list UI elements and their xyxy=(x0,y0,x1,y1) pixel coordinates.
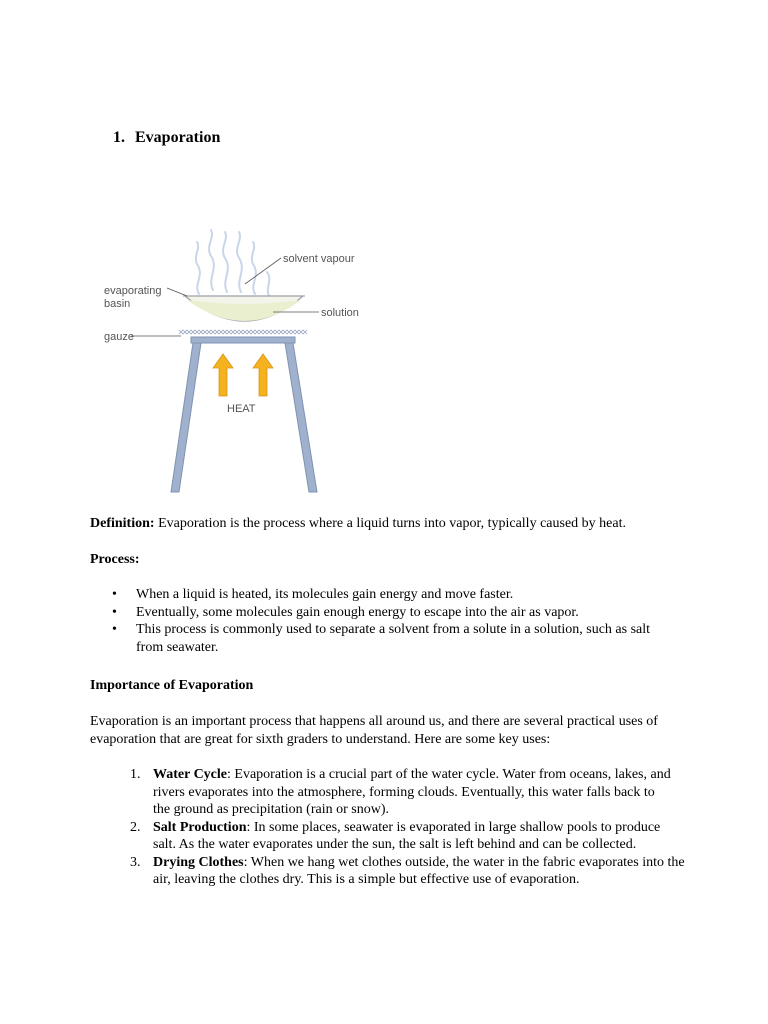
definition-label: Definition: xyxy=(90,516,155,531)
section-heading xyxy=(113,129,220,147)
use-text: : When we hang wet clothes outside, the water in the fabric evaporates into the air, leaving the clothes dry. This is a simple but effective use of evaporation. xyxy=(153,854,685,887)
label-heat: HEAT xyxy=(227,403,256,415)
definition-text: Evaporation is the process where a liquid turns into vapor, typically caused by heat. xyxy=(154,516,626,531)
bullet-icon: • xyxy=(112,587,117,602)
importance-intro: Evaporation is an important process that happens all around us, and there are several practical uses of evaporation that are great for sixth graders to understand. Here are some key uses: xyxy=(90,714,658,747)
list-item-text: When a liquid is heated, its molecules gain energy and move faster. xyxy=(136,587,514,602)
list-item xyxy=(90,854,688,889)
use-text: : In some places, seawater is evaporated in large shallow pools to produce salt. As the water evaporates under the sun, the salt is left behind and can be collected. xyxy=(153,819,661,852)
list-item xyxy=(90,604,680,622)
process-list xyxy=(90,586,680,656)
definition-paragraph xyxy=(90,515,680,533)
gauze xyxy=(179,330,307,334)
label-solvent-vapour: solvent vapour xyxy=(283,253,355,265)
bullet-icon: • xyxy=(112,604,117,620)
section-title: Evaporation xyxy=(135,129,221,146)
label-evaporating: evaporating xyxy=(104,285,162,297)
use-title: Drying Clothes xyxy=(153,854,244,870)
list-number: 3. xyxy=(130,854,141,870)
list-item xyxy=(90,586,680,604)
vapour-wisps xyxy=(196,230,269,296)
importance-heading: Importance of Evaporation xyxy=(90,678,254,693)
list-item xyxy=(90,819,675,854)
label-basin: basin xyxy=(104,298,131,310)
list-item xyxy=(90,621,651,656)
list-number: 2. xyxy=(130,819,141,835)
list-number: 1. xyxy=(130,767,141,782)
uses-list xyxy=(90,766,690,889)
list-item xyxy=(90,766,675,819)
label-solution: solution xyxy=(321,307,359,319)
label-gauze: gauze xyxy=(104,331,134,343)
bullet-icon: • xyxy=(112,622,117,637)
use-title: Salt Production xyxy=(153,819,247,835)
list-item-text: Eventually, some molecules gain enough energy to escape into the air as vapor. xyxy=(136,604,579,620)
heat-arrows xyxy=(213,354,273,396)
evaporating-basin xyxy=(183,296,305,321)
list-item-text: This process is commonly used to separate a solvent from a solute in a solution, such as salt from seawater. xyxy=(136,622,651,655)
use-title: Water Cycle xyxy=(153,767,227,782)
process-heading: Process: xyxy=(90,552,140,567)
evaporation-diagram xyxy=(95,218,385,498)
use-text: : Evaporation is a crucial part of the water cycle. Water from oceans, lakes, and rivers evaporates into the atmosphere, forming clouds. Eventually, this water falls back to the ground as precipitation (rain or snow). xyxy=(153,767,671,817)
section-number: 1. xyxy=(113,129,125,146)
